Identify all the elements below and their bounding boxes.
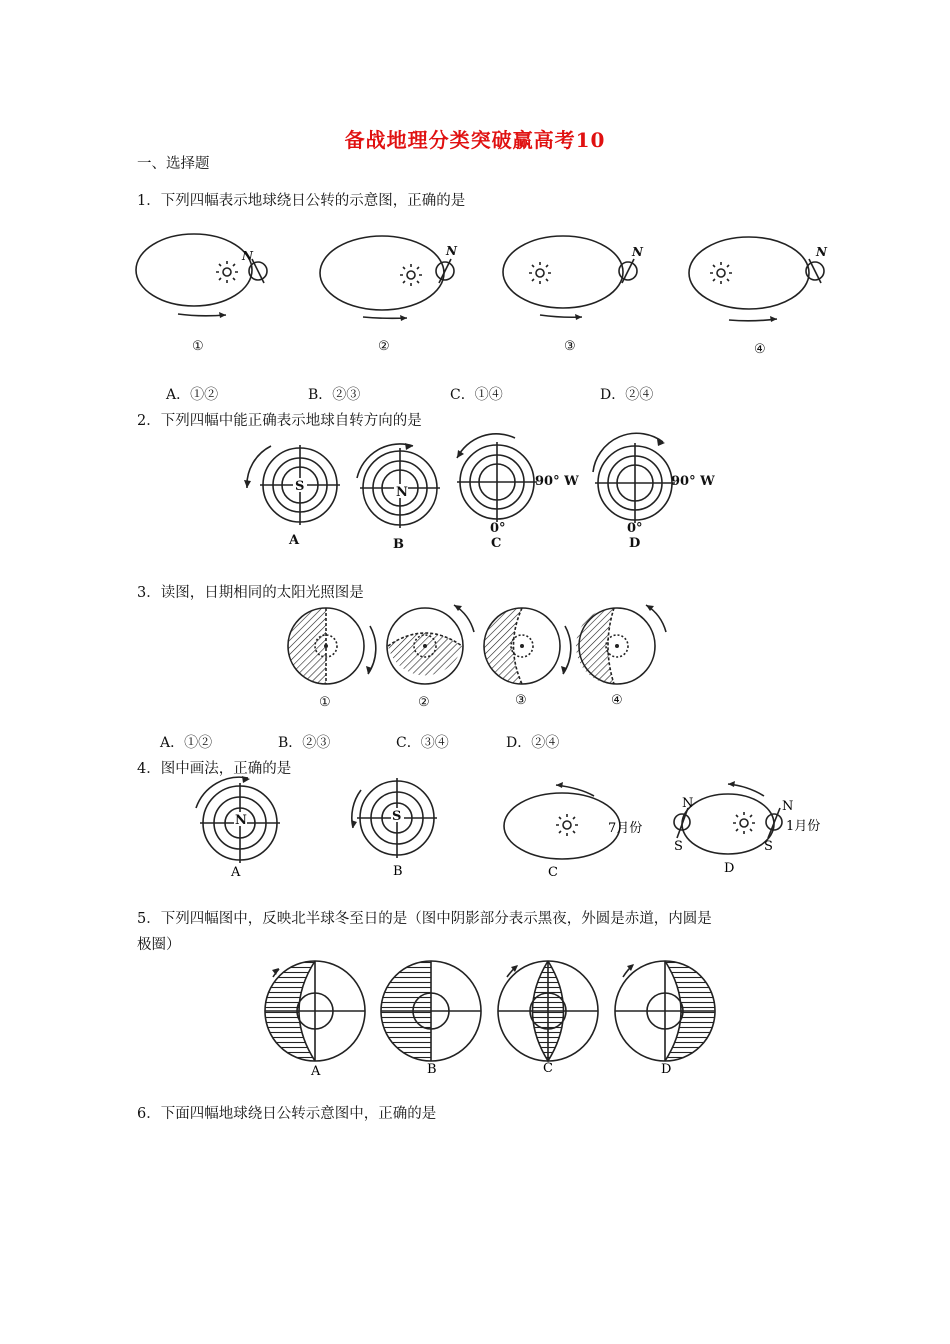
q1-option-c[interactable]: C．①④ <box>450 387 503 403</box>
pole-label-s: S <box>764 839 773 854</box>
fig-label: D <box>661 1062 672 1077</box>
fig-label: A <box>311 1064 321 1079</box>
q2-stem: 2．下列四幅中能正确表示地球自转方向的是 <box>137 413 422 429</box>
pole-label-n: N <box>242 249 253 263</box>
pole-label-s: S <box>295 479 305 494</box>
fig-label: ④ <box>754 342 766 357</box>
q4-stem: 4．图中画法，正确的是 <box>137 761 292 777</box>
q5-stem-line2: 极圈） <box>137 937 181 953</box>
meridian-label: 90° W <box>535 474 579 489</box>
q5-figure-b <box>381 961 481 1077</box>
sun-icon <box>529 262 551 284</box>
fig-label: ③ <box>515 693 527 708</box>
q5-stem-line1: 5．下列四幅图中，反映北半球冬至日的是（图中阴影部分表示黑夜，外圆是赤道，内圆是 <box>137 911 712 927</box>
sun-icon <box>710 262 732 284</box>
pole-label-s: S <box>674 839 683 854</box>
pole-label-n: N <box>396 485 408 500</box>
meridian-label: 90° W <box>671 474 715 489</box>
fig-label: B <box>393 864 403 879</box>
q3-stem: 3．读图，日期相同的太阳光照图是 <box>137 585 364 601</box>
sun-icon <box>556 814 578 836</box>
q5-figures <box>255 955 725 1080</box>
fig-label: C <box>491 536 502 551</box>
q1-figure-4 <box>685 225 845 355</box>
fig-label: ③ <box>564 339 576 354</box>
sun-icon <box>216 261 238 283</box>
pole-label-s: S <box>392 809 402 824</box>
fig-label: A <box>289 533 300 548</box>
q2-figure-b <box>345 440 455 555</box>
q3-figure-4 <box>572 600 682 712</box>
q3-option-b[interactable]: B．②③ <box>278 735 331 751</box>
sun-icon <box>733 812 755 834</box>
q3-option-d[interactable]: D．②④ <box>506 735 560 751</box>
document-title: 备战地理分类突破赢高考10 <box>344 128 606 152</box>
fig-label: C <box>548 865 558 880</box>
zero-meridian-label: 0° <box>627 521 643 536</box>
q1-stem: 1．下列四幅表示地球绕日公转的示意图，正确的是 <box>137 193 466 209</box>
pole-label-n: N <box>446 244 457 258</box>
fig-label: ① <box>319 695 331 710</box>
sun-icon <box>400 264 422 286</box>
q1-option-a[interactable]: A．①② <box>166 387 219 403</box>
pole-label-n: N <box>682 796 694 811</box>
pole-label-n: N <box>235 813 247 828</box>
q1-option-b[interactable]: B．②③ <box>308 387 361 403</box>
pole-label-n: N <box>816 245 827 259</box>
q3-figure-3 <box>475 600 585 712</box>
q3-figure-1 <box>280 600 390 712</box>
q3-figure-2 <box>380 600 490 712</box>
q4-figure-c <box>500 780 643 880</box>
q4-figure-a <box>188 778 288 878</box>
q5-figure-d <box>615 961 715 1077</box>
q2-figure-a <box>235 440 345 555</box>
fig-label: D <box>724 861 735 876</box>
fig-label: ② <box>378 339 390 354</box>
q1-figure-3 <box>500 225 660 355</box>
q3-option-a[interactable]: A．①② <box>160 735 213 751</box>
q5-figure-a <box>265 961 365 1079</box>
pole-label-n: N <box>782 799 794 814</box>
fig-label: ① <box>192 339 204 354</box>
q6-stem: 6．下面四幅地球绕日公转示意图中，正确的是 <box>137 1106 437 1122</box>
fig-label: B <box>427 1062 437 1077</box>
fig-label: ④ <box>611 693 623 708</box>
section-heading: 一、选择题 <box>137 156 210 172</box>
month-label: 1月份 <box>786 819 821 834</box>
q2-figure-c <box>445 440 579 555</box>
q2-figure-d <box>585 440 715 555</box>
q1-figure-2 <box>315 225 475 355</box>
month-label: 7月份 <box>608 821 643 836</box>
q3-option-c[interactable]: C．③④ <box>396 735 449 751</box>
pole-label-n: N <box>632 245 643 259</box>
fig-label: B <box>393 537 404 552</box>
fig-label: D <box>629 536 641 551</box>
q4-figure-d <box>668 778 828 878</box>
q4-figure-b <box>345 778 445 878</box>
q5-figure-c <box>498 961 598 1076</box>
fig-label: A <box>231 865 241 880</box>
fig-label: ② <box>418 695 430 710</box>
zero-meridian-label: 0° <box>490 521 506 536</box>
fig-label: C <box>543 1061 553 1076</box>
q1-option-d[interactable]: D．②④ <box>600 387 654 403</box>
q1-figure-1 <box>130 225 290 355</box>
